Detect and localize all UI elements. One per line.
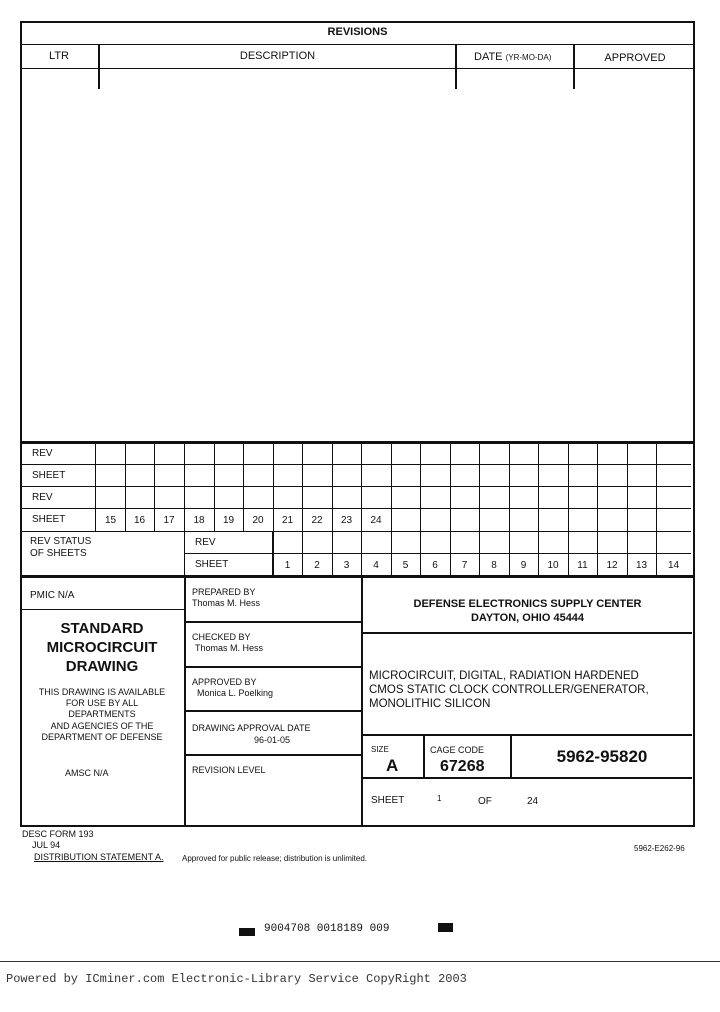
lower-sheet-number: 2 [314, 560, 320, 571]
cage-code-value: 67268 [440, 758, 485, 775]
approved-divider [184, 710, 362, 712]
sheet-row-label-2: SHEET [32, 514, 66, 525]
rev-grid-column-line [538, 443, 539, 531]
title-divider [361, 734, 692, 736]
prepared-by-label: PREPARED BY [192, 587, 256, 597]
revisions-col-divider-2 [455, 44, 457, 89]
availability-line: THIS DRAWING IS AVAILABLE [38, 687, 166, 697]
upper-sheet-number: 22 [311, 515, 323, 526]
revisions-title-divider [20, 44, 695, 45]
standard-title-line2: MICROCIRCUIT [46, 639, 158, 656]
checked-by-name: Thomas M. Hess [195, 643, 264, 653]
barcode-right-mark [438, 923, 453, 932]
size-cage-divider [423, 734, 425, 777]
pmic-label: PMIC N/A [30, 590, 75, 601]
revisions-block [20, 21, 695, 443]
agency-divider [361, 632, 692, 634]
rev-grid-row-line-4 [20, 531, 691, 532]
size-divider [361, 777, 692, 779]
lower-sheet-number: 13 [635, 560, 648, 571]
checked-divider [184, 666, 362, 668]
revisions-header-divider [20, 68, 695, 69]
agency-name: DEFENSE ELECTRONICS SUPPLY CENTER [413, 598, 642, 610]
agency-location: DAYTON, OHIO 45444 [470, 612, 585, 624]
rev-grid-column-line [479, 443, 480, 531]
upper-sheet-number: 20 [252, 515, 264, 526]
lower-sheet-number: 1 [284, 560, 291, 571]
lower-sheet-number: 5 [402, 560, 409, 571]
revisions-col-approved: APPROVED [604, 52, 666, 64]
revisions-col-description: DESCRIPTION [239, 50, 316, 62]
rev-grid-row-line-1 [20, 464, 691, 465]
rev-row-label-2: REV [32, 492, 53, 503]
rev-status-label-line1: REV STATUS [30, 536, 92, 547]
rev-grid-column-line [509, 443, 510, 531]
upper-sheet-number: 24 [370, 515, 382, 526]
sheet-value: 1 [437, 794, 442, 803]
standard-title-line3: DRAWING [65, 658, 139, 675]
approved-by-name: Monica L. Poelking [197, 688, 274, 698]
availability-line: FOR USE BY ALL [65, 698, 139, 708]
drawing-title-line: MONOLITHIC SILICON [369, 698, 491, 710]
upper-sheet-number: 15 [104, 515, 117, 526]
revisions-col-date-label: DATE [474, 51, 503, 63]
form-code: 5962-E262-96 [634, 844, 685, 853]
upper-sheet-number: 21 [281, 515, 294, 526]
lower-sheet-number: 14 [667, 560, 680, 571]
prepared-by-name: Thomas M. Hess [192, 598, 261, 608]
status-rev-label: REV [195, 537, 216, 548]
lower-sheet-number: 4 [373, 560, 379, 571]
sheet-row-label: SHEET [32, 470, 66, 481]
standard-title-line1: STANDARD [60, 620, 144, 637]
rev-grid-status-divider [184, 531, 185, 576]
rev-grid-row-line-2 [20, 486, 691, 487]
rev-grid-row-line-5 [185, 553, 691, 554]
lower-sheet-number: 12 [606, 560, 618, 571]
rev-grid-column-line [420, 443, 421, 531]
availability-line: DEPARTMENT OF DEFENSE [41, 732, 163, 742]
rev-grid-column-line [656, 443, 657, 531]
rev-grid-column-line [627, 443, 628, 531]
of-label: OF [478, 796, 492, 807]
lower-sheet-number: 11 [577, 560, 588, 571]
upper-sheet-number: 18 [193, 515, 205, 526]
rev-status-label-line2: OF SHEETS [30, 548, 87, 559]
upper-sheet-number: 19 [222, 515, 235, 526]
document-number: 5962-95820 [556, 747, 648, 766]
revisions-title: REVISIONS [327, 26, 388, 38]
barcode-left-mark [239, 928, 255, 936]
sheet-label: SHEET [371, 795, 405, 806]
upper-sheet-number: 16 [133, 515, 146, 526]
distribution-statement: DISTRIBUTION STATEMENT A. [34, 852, 164, 862]
prepared-divider [184, 621, 362, 623]
revisions-col-divider-3 [573, 44, 575, 89]
approval-date-divider [184, 754, 362, 756]
lower-sheet-number: 3 [343, 560, 350, 571]
of-value: 24 [527, 796, 539, 807]
rev-grid-row-line-3 [20, 508, 691, 509]
rev-grid-column-line [450, 443, 451, 531]
availability-line: AND AGENCIES OF THE [50, 721, 154, 731]
cage-code-label: CAGE CODE [430, 745, 485, 755]
lower-sheet-number: 10 [547, 560, 559, 571]
lower-sheet-number: 9 [520, 560, 527, 571]
footer-rule [0, 961, 720, 962]
barcode-number: 9004708 0018189 009 [264, 923, 390, 935]
approved-by-label: APPROVED BY [192, 677, 257, 687]
amsc-label: AMSC N/A [65, 768, 109, 778]
approval-date-value: 96-01-05 [254, 735, 291, 745]
rev-grid-column-line [391, 443, 392, 531]
title-block-left-divider [184, 576, 186, 826]
rev-grid-column-line [568, 443, 569, 531]
availability-line: DEPARTMENTS [68, 709, 136, 719]
powered-by-line: Powered by ICminer.com Electronic-Library Service CopyRight 2003 [6, 972, 467, 986]
size-label: SIZE [371, 745, 389, 754]
lower-sheet-number: 7 [461, 560, 468, 571]
desc-form-label: DESC FORM 193 [22, 829, 94, 839]
drawing-title-line: MICROCIRCUIT, DIGITAL, RADIATION HARDENED [369, 670, 639, 682]
approval-date-label: DRAWING APPROVAL DATE [192, 723, 311, 733]
revision-level-label: REVISION LEVEL [192, 765, 266, 775]
rev-grid-column-line [597, 443, 598, 531]
lower-sheet-number: 8 [491, 560, 497, 571]
status-sheet-label: SHEET [195, 559, 229, 570]
upper-sheet-number: 23 [340, 515, 353, 526]
size-value: A [386, 756, 399, 775]
rev-row-label: REV [32, 448, 53, 459]
revisions-col-ltr: LTR [49, 50, 69, 62]
checked-by-label: CHECKED BY [192, 632, 251, 642]
drawing-title-line: CMOS STATIC CLOCK CONTROLLER/GENERATOR, [369, 684, 649, 696]
lower-sheet-number: 6 [432, 560, 438, 571]
revisions-col-date [474, 51, 551, 64]
release-statement: Approved for public release; distribution is unlimited. [182, 854, 367, 863]
revisions-col-date-format: (YR-MO-DA) [505, 53, 552, 62]
pmic-divider [20, 609, 184, 610]
upper-sheet-number: 17 [163, 515, 175, 526]
desc-form-date: JUL 94 [32, 840, 61, 850]
